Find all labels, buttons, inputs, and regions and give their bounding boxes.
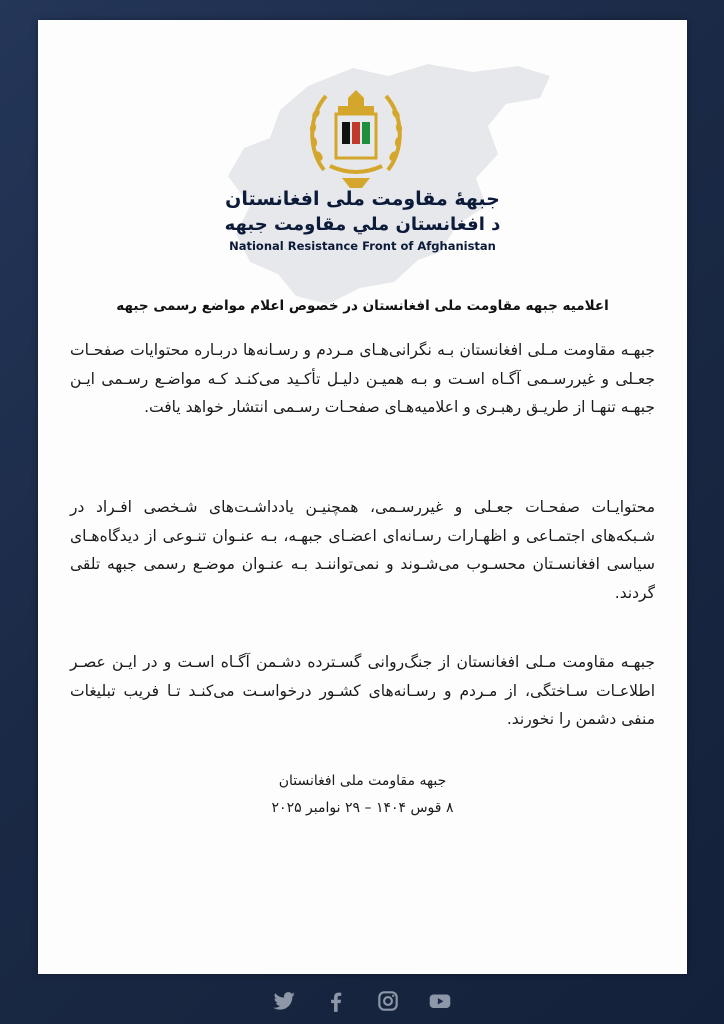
org-name-pashto: د افغانستان ملي مقاومت جبهه (224, 214, 501, 235)
signature-name: جبهه مقاومت ملی افغانستان (278, 773, 447, 789)
statement-paragraph: جبهـه مقاومت مـلی افغانستان از جنگ‌روانی گسـترده دشـمن آگـاه اسـت و در ایـن عصـر اطلاعـات سـاختگی، از مـردم و رسـانه‌های کشـور درخواسـت می‌کنـد تـا فریب تبلیغات منفی دشمن را نخورند. (70, 653, 655, 728)
statement-paragraph: جبهـه مقاومت مـلی افغانستان بـه نگرانی‌هـای مـردم و رسـانه‌ها دربـاره محتوایات صفحـات جعـلی و غیررسـمی آگـاه اسـت و بـه همیـن دلیـل تأکـید می‌کنـد کـه مواضـع رسـمی ایـن جبهـه تنهـا از طریـق رهبـری و اعلامیه‌هـای صفحـات رسـمی انتشار خواهد یافت. (70, 341, 655, 416)
signature-block (238, 768, 487, 822)
twitter-icon[interactable] (271, 988, 297, 1014)
statement-title: اعلامیه جبهه مقاومت ملی افغانستان در خصوص اعلام مواضع رسمی جبهه (116, 298, 609, 314)
instagram-icon[interactable] (375, 988, 401, 1014)
youtube-icon[interactable] (427, 988, 453, 1014)
statement-page (38, 20, 687, 974)
facebook-icon[interactable] (323, 988, 349, 1014)
social-icons-bar (0, 988, 724, 1014)
signature-date: ۸ قوس ۱۴۰۴ – ۲۹ نوامبر ۲۰۲۵ (271, 800, 454, 816)
org-name-dari: جبهۀ مقاومت ملی افغانستان (225, 188, 500, 210)
afghanistan-emblem-icon (302, 78, 410, 196)
statement-paragraph: محتوایـات صفحـات جعـلی و غیررسـمی، همچنیـن یادداشـت‌های شـخصی افـراد در شـبکه‌های اجتمـاعی و اظهـارات رسـانه‌ای اعضـای جبهـه، بـه عنـوان تنـوعی از دیدگاه‌هـای سیاسی افغانسـتان محسـوب می‌شـوند و نمی‌تواننـد بـه عنـوان موضـع رسمی جبهه تلقی گردند. (70, 498, 655, 602)
org-name-english: National Resistance Front of Afghanistan (229, 239, 496, 253)
